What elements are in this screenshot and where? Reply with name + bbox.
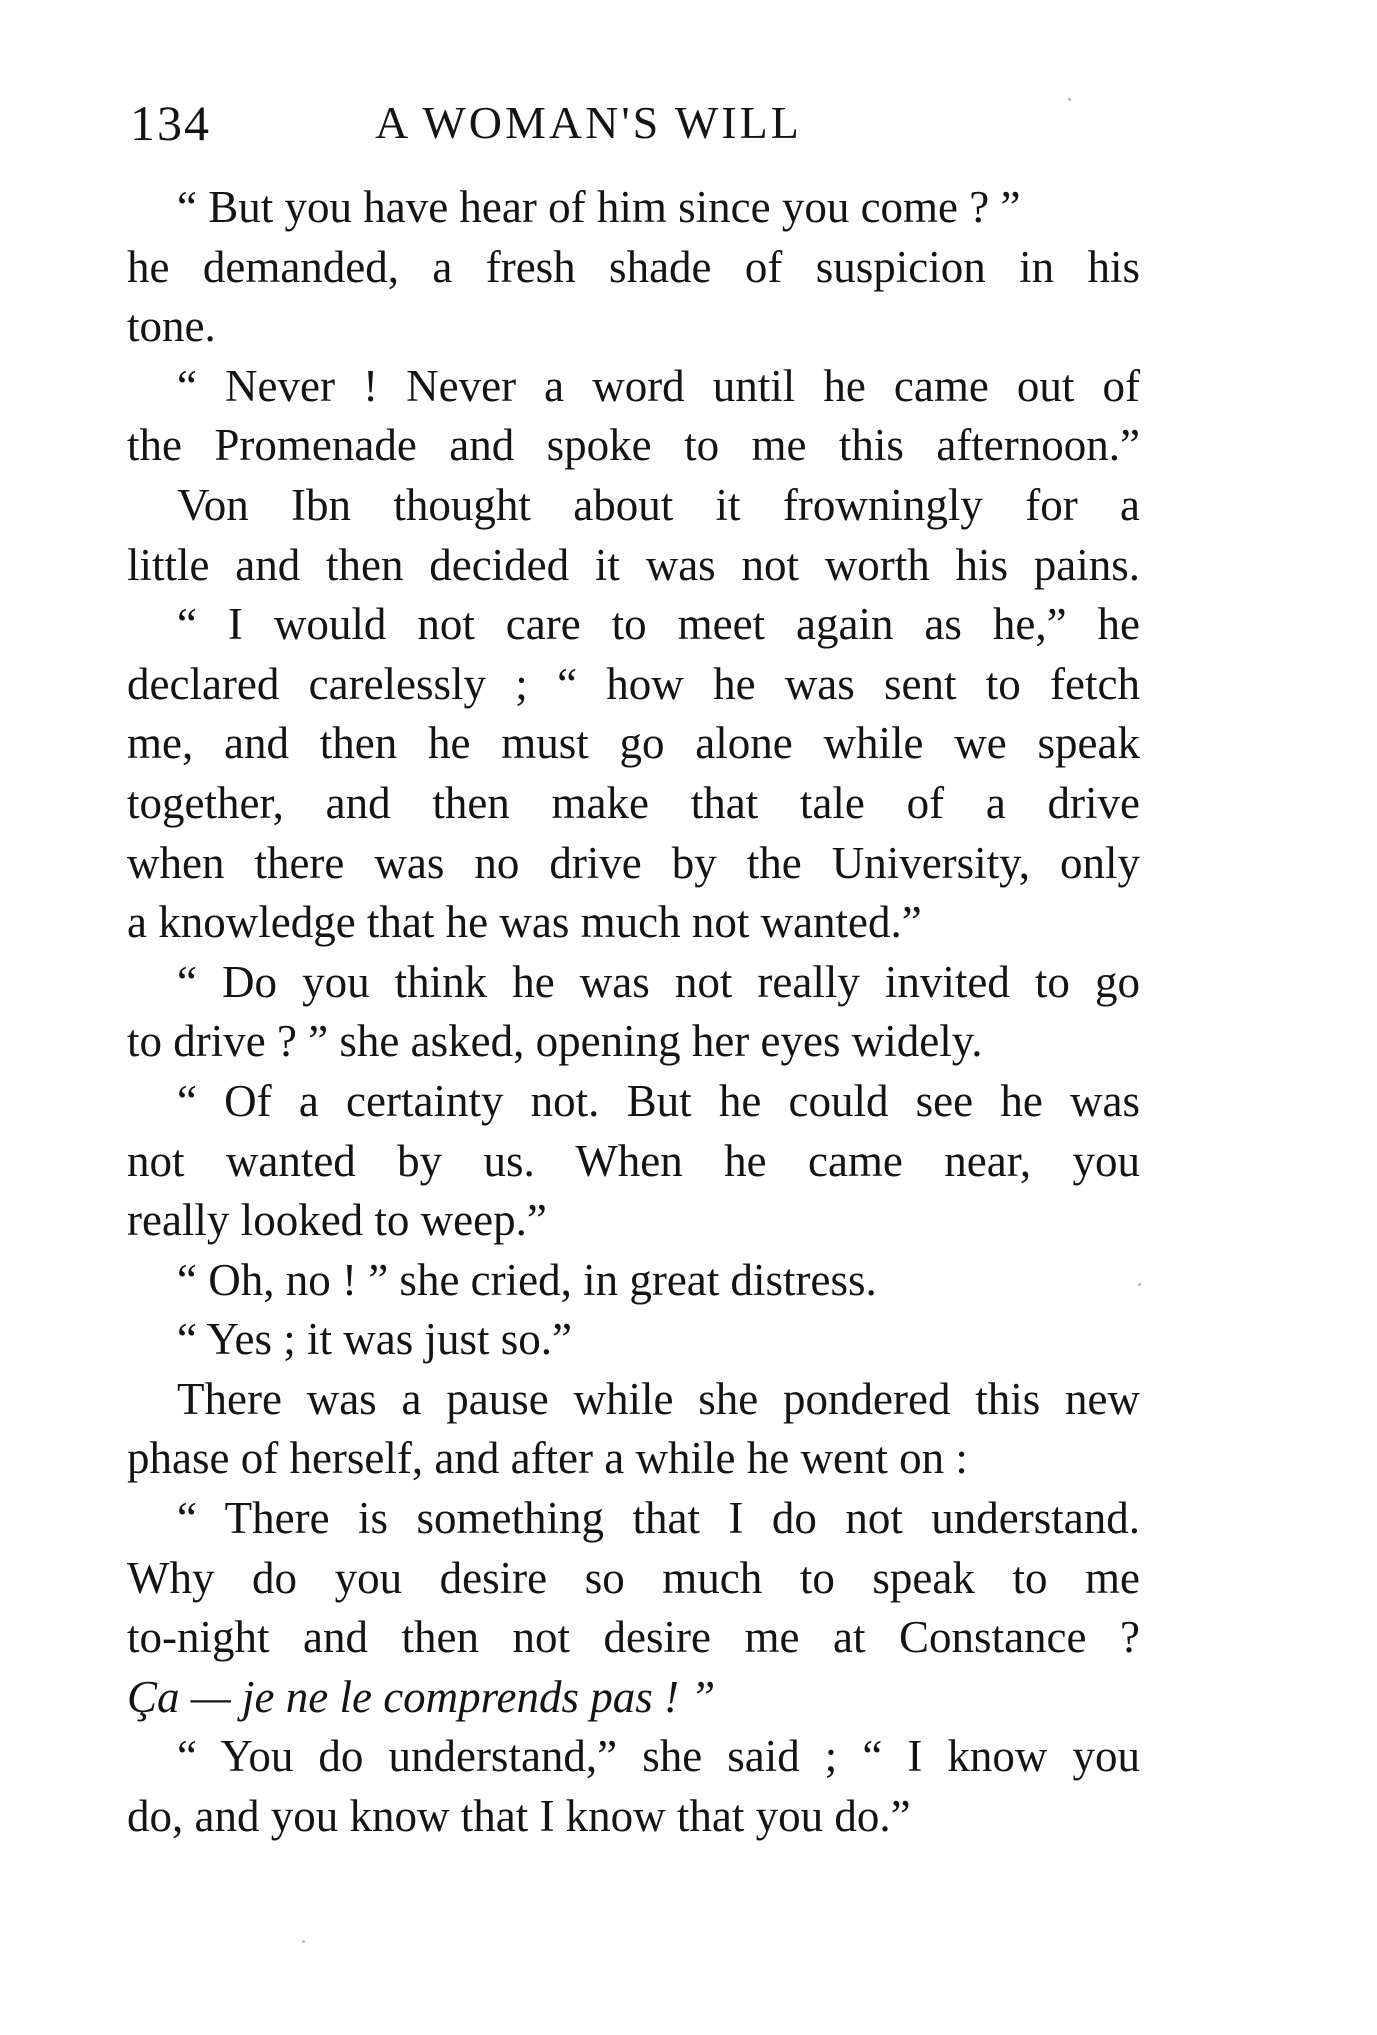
page-header bbox=[130, 88, 1140, 158]
text-line: “ There is something that I do not understand. bbox=[177, 1493, 1140, 1544]
text-line: tone. bbox=[127, 301, 216, 352]
text-line: Ça — je ne le comprends pas ! ” bbox=[127, 1671, 716, 1722]
text-line: “ Oh, no ! ” she cried, in great distress. bbox=[177, 1254, 877, 1305]
text-line: phase of herself, and after a while he went on : bbox=[127, 1433, 968, 1484]
text-line: do, and you know that I know that you do.” bbox=[127, 1791, 911, 1842]
text-line: “ You do understand,” she said ; “ I know you bbox=[177, 1731, 1140, 1782]
text-line: a knowledge that he was much not wanted.” bbox=[127, 897, 922, 948]
text-line: declared carelessly ; “ how he was sent to fetch bbox=[127, 658, 1140, 709]
text-line: “ Do you think he was not really invited to go bbox=[177, 956, 1140, 1007]
text-line: Von Ibn thought about it frowningly for a bbox=[177, 479, 1140, 530]
text-line: to-night and then not desire me at Constance ? bbox=[127, 1612, 1140, 1663]
text-line: “ I would not care to meet again as he,” he bbox=[177, 599, 1140, 650]
page-number: 134 bbox=[130, 95, 211, 151]
text-line: Why do you desire so much to speak to me bbox=[127, 1552, 1140, 1603]
scan-speck bbox=[302, 1940, 305, 1943]
text-line: to drive ? ” she asked, opening her eyes widely. bbox=[127, 1016, 983, 1067]
running-title: A WOMAN'S WILL bbox=[375, 97, 802, 148]
text-line: when there was no drive by the University, only bbox=[127, 837, 1140, 888]
text-line: little and then decided it was not worth his pains. bbox=[127, 539, 1140, 590]
text-line: “ But you have hear of him since you come ? ” bbox=[177, 182, 1021, 232]
text-line: together, and then make that tale of a drive bbox=[127, 777, 1140, 828]
scan-speck bbox=[1068, 98, 1071, 101]
text-line: “ Never ! Never a word until he came out of bbox=[177, 360, 1140, 411]
text-line: There was a pause while she pondered this new bbox=[177, 1373, 1140, 1424]
text-line: not wanted by us. When he came near, you bbox=[127, 1135, 1140, 1186]
text-line: really looked to weep.” bbox=[127, 1195, 547, 1246]
text-line: “ Of a certainty not. But he could see he was bbox=[177, 1075, 1140, 1126]
body-text bbox=[127, 178, 1140, 1847]
text-line: “ Yes ; it was just so.” bbox=[177, 1314, 573, 1365]
scan-speck bbox=[1138, 1283, 1141, 1286]
text-line: the Promenade and spoke to me this afternoon.” bbox=[127, 420, 1140, 471]
text-line: me, and then he must go alone while we speak bbox=[127, 718, 1140, 769]
text-line: he demanded, a fresh shade of suspicion in his bbox=[127, 241, 1140, 292]
